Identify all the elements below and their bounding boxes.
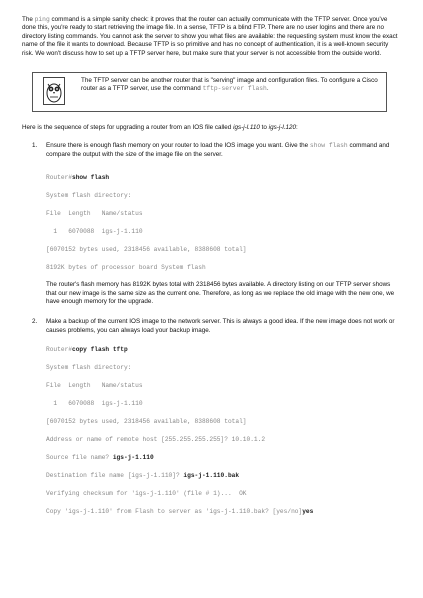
typed-value: igs-j-1.110 bbox=[112, 454, 154, 462]
code-line: File Length Name/status bbox=[46, 210, 143, 218]
old-image-name: igs-j-l.110 bbox=[233, 124, 260, 132]
code-line bbox=[46, 507, 401, 516]
step-2 bbox=[22, 318, 401, 516]
code-prompt-line bbox=[46, 345, 401, 354]
sequence-text-3: : bbox=[295, 124, 298, 132]
step-number: 2. bbox=[32, 318, 38, 326]
code-line: 1 6070088 igs-j-1.110 bbox=[46, 400, 143, 408]
step-1-text bbox=[46, 142, 401, 159]
step-1 bbox=[22, 142, 401, 306]
code-line: Verifying checksum for 'igs-j-1.110' (file # 1)... OK bbox=[46, 490, 247, 498]
sequence-text-1: Here is the sequence of steps for upgrading a router from an IOS file called bbox=[22, 124, 234, 132]
sequence-paragraph bbox=[22, 124, 401, 132]
router-prompt: Router# bbox=[46, 174, 72, 182]
step-1-text-1: Ensure there is enough flash memory on your router to load the IOS image you want. Give the bbox=[46, 142, 310, 150]
new-image-name: igs-j-l.120 bbox=[268, 124, 296, 132]
code-line: System flash directory: bbox=[46, 192, 132, 200]
typed-value: yes bbox=[302, 508, 314, 516]
code-line: 8192K bytes of processor board System flash bbox=[46, 264, 206, 272]
ping-command: ping bbox=[34, 16, 50, 23]
intro-paragraph bbox=[22, 16, 401, 58]
code-line: [6070152 bytes used, 2318456 available, 8388608 total] bbox=[46, 246, 247, 254]
tftp-server-command: tftp-server flash bbox=[202, 85, 267, 93]
code-line: System flash directory: bbox=[46, 364, 132, 372]
note-text bbox=[81, 77, 381, 94]
code-block bbox=[46, 173, 401, 272]
typed-command: copy flash tftp bbox=[72, 346, 128, 354]
prompt-label: Destination file name [igs-j-1.110]? bbox=[46, 472, 184, 480]
prompt-label: Copy 'igs-j-1.110' from Flash to server as 'igs-j-1.110.bak? [yes/no] bbox=[46, 508, 303, 516]
document-page bbox=[22, 16, 401, 525]
note-text-2: . bbox=[266, 85, 269, 93]
step-2-text: Make a backup of the current IOS image to the network server. This is always a good idea. If the new image does not work or causes problems, you can always load your backup image. bbox=[46, 318, 395, 334]
typed-value: igs-j-1.110.bak bbox=[183, 472, 240, 480]
step-number: 1. bbox=[32, 142, 38, 150]
code-line: Address or name of remote host [255.255.255.255]? 10.10.1.2 bbox=[46, 436, 266, 444]
code-line: [6070152 bytes used, 2318456 available, 8388608 total] bbox=[46, 418, 247, 426]
code-line bbox=[46, 453, 401, 462]
step-1-text-2: command and compare the output with the size of the image file on the server. bbox=[46, 142, 390, 158]
note-text-1: The TFTP server can be another router that is "serving" image and configuration files. To configure a Cisco router as a TFTP server, use the command bbox=[81, 77, 378, 93]
code-line bbox=[46, 471, 401, 480]
intro-text-2: command is a simple sanity check: it proves that the router can actually communicate with the TFTP server. Once you've done this, you're ready to start retrieving the image file. In a sense, TFTP is a blind FTP. There are no user logins and there are no directory listing commands. You cannot ask the server to show you what files are available: the requesting system must know the exact name of the file it wants to download. Because TFTP is so primitive and has no concept of authentication, it is a well-known security risk. We won't discuss how to set up a TFTP server here, but make sure that your server is not accessible from the outside world. bbox=[22, 16, 398, 57]
router-prompt: Router# bbox=[46, 346, 72, 354]
code-line: 1 6070088 igs-j-1.110 bbox=[46, 228, 143, 236]
step-1-explanation: The router's flash memory has 8192K bytes total with 2318456 bytes available. A directory listing on our TFTP server shows that our new image is the same size as the current one. Therefore, as long as we replace the old image with the new one, we have enough memory for the upgrade. bbox=[46, 281, 395, 306]
code-line: File Length Name/status bbox=[46, 382, 143, 390]
code-block bbox=[46, 345, 401, 516]
show-flash-command: show flash bbox=[309, 142, 348, 150]
intro-text-1: The bbox=[22, 16, 35, 23]
steps-list bbox=[22, 142, 401, 516]
code-prompt-line bbox=[46, 173, 401, 182]
prompt-label: Source file name? bbox=[46, 454, 113, 462]
typed-command: show flash bbox=[72, 174, 110, 182]
sequence-text-2: to bbox=[259, 124, 269, 132]
owl-tip-icon bbox=[43, 77, 65, 105]
note-box bbox=[32, 72, 387, 112]
